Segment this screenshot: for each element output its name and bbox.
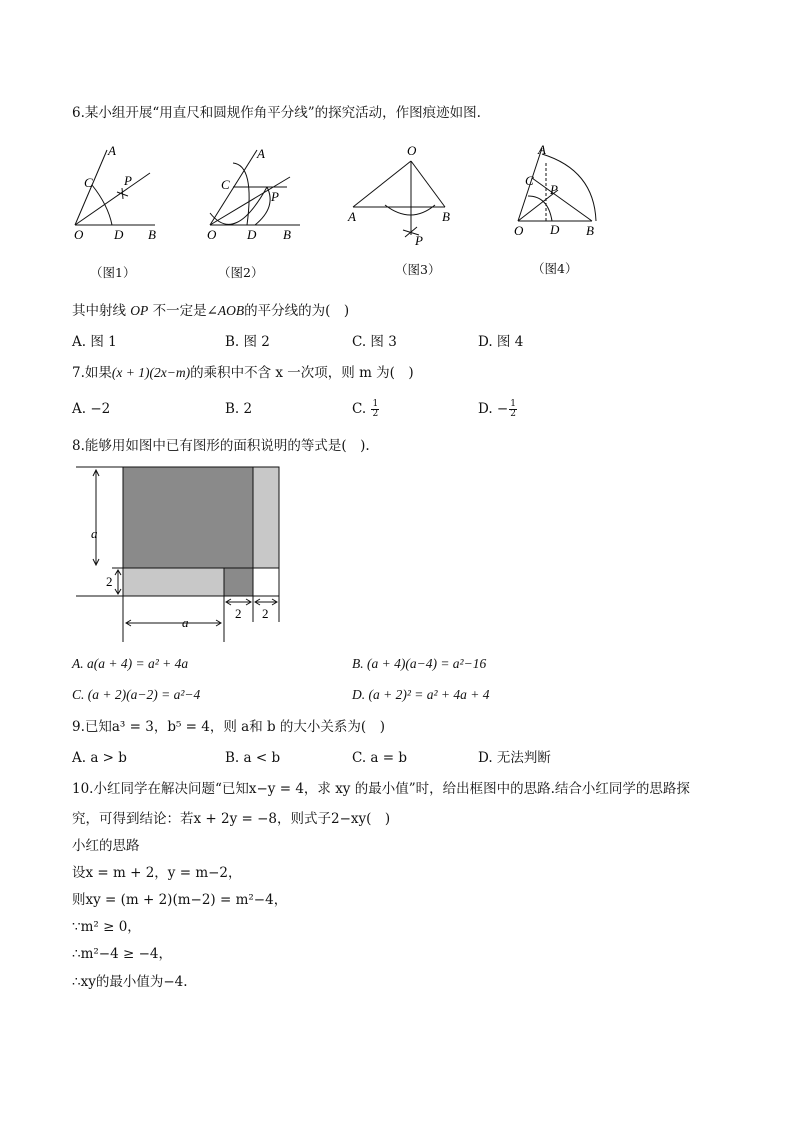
svg-text:P: P xyxy=(271,189,279,204)
q6-caption-3: （图3） xyxy=(395,262,441,277)
q8-label-2-side: 2 xyxy=(106,574,113,589)
svg-text:D: D xyxy=(114,227,124,242)
q6-option-b[interactable]: B. 图 2 xyxy=(225,334,270,350)
svg-text:A: A xyxy=(108,143,116,158)
svg-text:B: B xyxy=(148,227,156,242)
q9-option-b[interactable]: B. a < b xyxy=(225,750,281,766)
svg-text:P: P xyxy=(124,173,132,188)
svg-text:A: A xyxy=(257,146,265,161)
q10-step-4: ∴m²−4 ≥ −4， xyxy=(72,946,172,962)
q9-option-a[interactable]: A. a > b xyxy=(72,750,127,766)
svg-text:P: P xyxy=(415,233,423,248)
svg-text:O: O xyxy=(207,227,217,242)
svg-text:A: A xyxy=(348,209,356,224)
q6-ray-op: OP xyxy=(130,303,149,318)
q10-step-1: 设x = m + 2，y = m−2， xyxy=(72,865,242,881)
q10-box-title: 小红的思路 xyxy=(72,838,140,854)
q6-stem: 6.某小组开展“用直尺和圆规作角平分线”的探究活动，作图痕迹如图. xyxy=(72,105,481,121)
q7-option-c[interactable] xyxy=(352,400,380,419)
q6-figure-3 xyxy=(345,145,465,250)
q6-figure-1 xyxy=(70,145,170,245)
q6-question xyxy=(72,302,349,320)
svg-text:C: C xyxy=(84,175,93,190)
q7-option-c-label: C. xyxy=(352,401,367,417)
q6-figure-2 xyxy=(205,145,315,245)
svg-text:D: D xyxy=(550,222,560,237)
q6-caption-4: （图4） xyxy=(532,261,578,276)
q7-expression: (x + 1)(2x−m) xyxy=(111,365,191,380)
q7-option-a[interactable]: A. −2 xyxy=(72,401,111,417)
svg-text:P: P xyxy=(550,182,558,197)
svg-text:C: C xyxy=(525,173,534,188)
q8-label-2-small: 2 xyxy=(235,606,242,621)
q9-stem: 9.已知a³ = 3，b⁵ = 4，则 a和 b 的大小关系为( ) xyxy=(72,719,385,735)
q8-option-c[interactable]: C. (a + 2)(a−2) = a²−4 xyxy=(72,687,201,702)
q6-angle-aob: AOB xyxy=(217,303,245,318)
svg-text:B: B xyxy=(586,223,594,238)
q8-option-a[interactable]: A. a(a + 4) = a² + 4a xyxy=(72,656,189,671)
q10-step-3: ∵m² ≥ 0， xyxy=(72,919,141,935)
svg-text:O: O xyxy=(74,227,84,242)
q10-step-5: ∴xy的最小值为−4. xyxy=(72,974,188,990)
svg-text:A: A xyxy=(538,142,546,157)
q6-question-pre: 其中射线 xyxy=(72,303,131,319)
q8-label-a-side: a xyxy=(91,526,98,541)
svg-text:B: B xyxy=(442,209,450,224)
svg-text:O: O xyxy=(514,223,524,238)
q7-option-b[interactable]: B. 2 xyxy=(225,401,253,417)
q8-label-2-right: 2 xyxy=(262,606,269,621)
q7-stem xyxy=(72,364,414,382)
q8-stem: 8.能够用如图中已有图形的面积说明的等式是( ). xyxy=(72,438,370,454)
q6-option-a[interactable]: A. 图 1 xyxy=(72,334,117,350)
q7-option-d-fraction: $\frac{1}{2}$ xyxy=(510,399,516,419)
svg-text:B: B xyxy=(283,227,291,242)
q6-option-d[interactable]: D. 图 4 xyxy=(478,334,524,350)
q8-label-a-bottom: a xyxy=(182,615,189,630)
q8-option-b[interactable]: B. (a + 4)(a−4) = a²−16 xyxy=(352,656,487,671)
q6-option-c[interactable]: C. 图 3 xyxy=(352,334,397,350)
q9-option-c[interactable]: C. a = b xyxy=(352,750,408,766)
svg-text:O: O xyxy=(407,143,417,158)
q7-stem-post: 的乘积中不含 x 一次项，则 m 为( ) xyxy=(190,365,414,381)
q7-option-d[interactable] xyxy=(478,400,518,419)
q6-question-post: 的平分线的为( ) xyxy=(244,303,350,319)
q6-figure-4 xyxy=(512,140,612,240)
q10-step-2: 则xy = (m + 2)(m−2) = m²−4， xyxy=(72,892,288,908)
q7-option-d-label: D. − xyxy=(478,401,509,417)
q6-caption-1: （图1） xyxy=(90,265,136,280)
q6-caption-2: （图2） xyxy=(218,265,264,280)
q7-stem-pre: 7.如果 xyxy=(72,365,112,381)
q8-figure xyxy=(72,462,287,647)
q7-option-c-fraction: $\frac{1}{2}$ xyxy=(372,399,379,419)
q10-stem-line1: 10.小红同学在解决问题“已知x−y = 4，求 xy 的最小值”时，给出框图中的思路.结合小红同学的思路探 xyxy=(72,781,690,797)
q6-question-mid: 不一定是∠ xyxy=(148,303,218,319)
q10-stem-line2: 究，可得到结论：若x + 2y = −8，则式子2−xy( ) xyxy=(72,811,391,827)
q8-option-d[interactable]: D. (a + 2)² = a² + 4a + 4 xyxy=(352,687,490,702)
svg-text:D: D xyxy=(247,227,257,242)
q9-option-d[interactable]: D. 无法判断 xyxy=(478,750,551,766)
svg-text:C: C xyxy=(221,177,230,192)
